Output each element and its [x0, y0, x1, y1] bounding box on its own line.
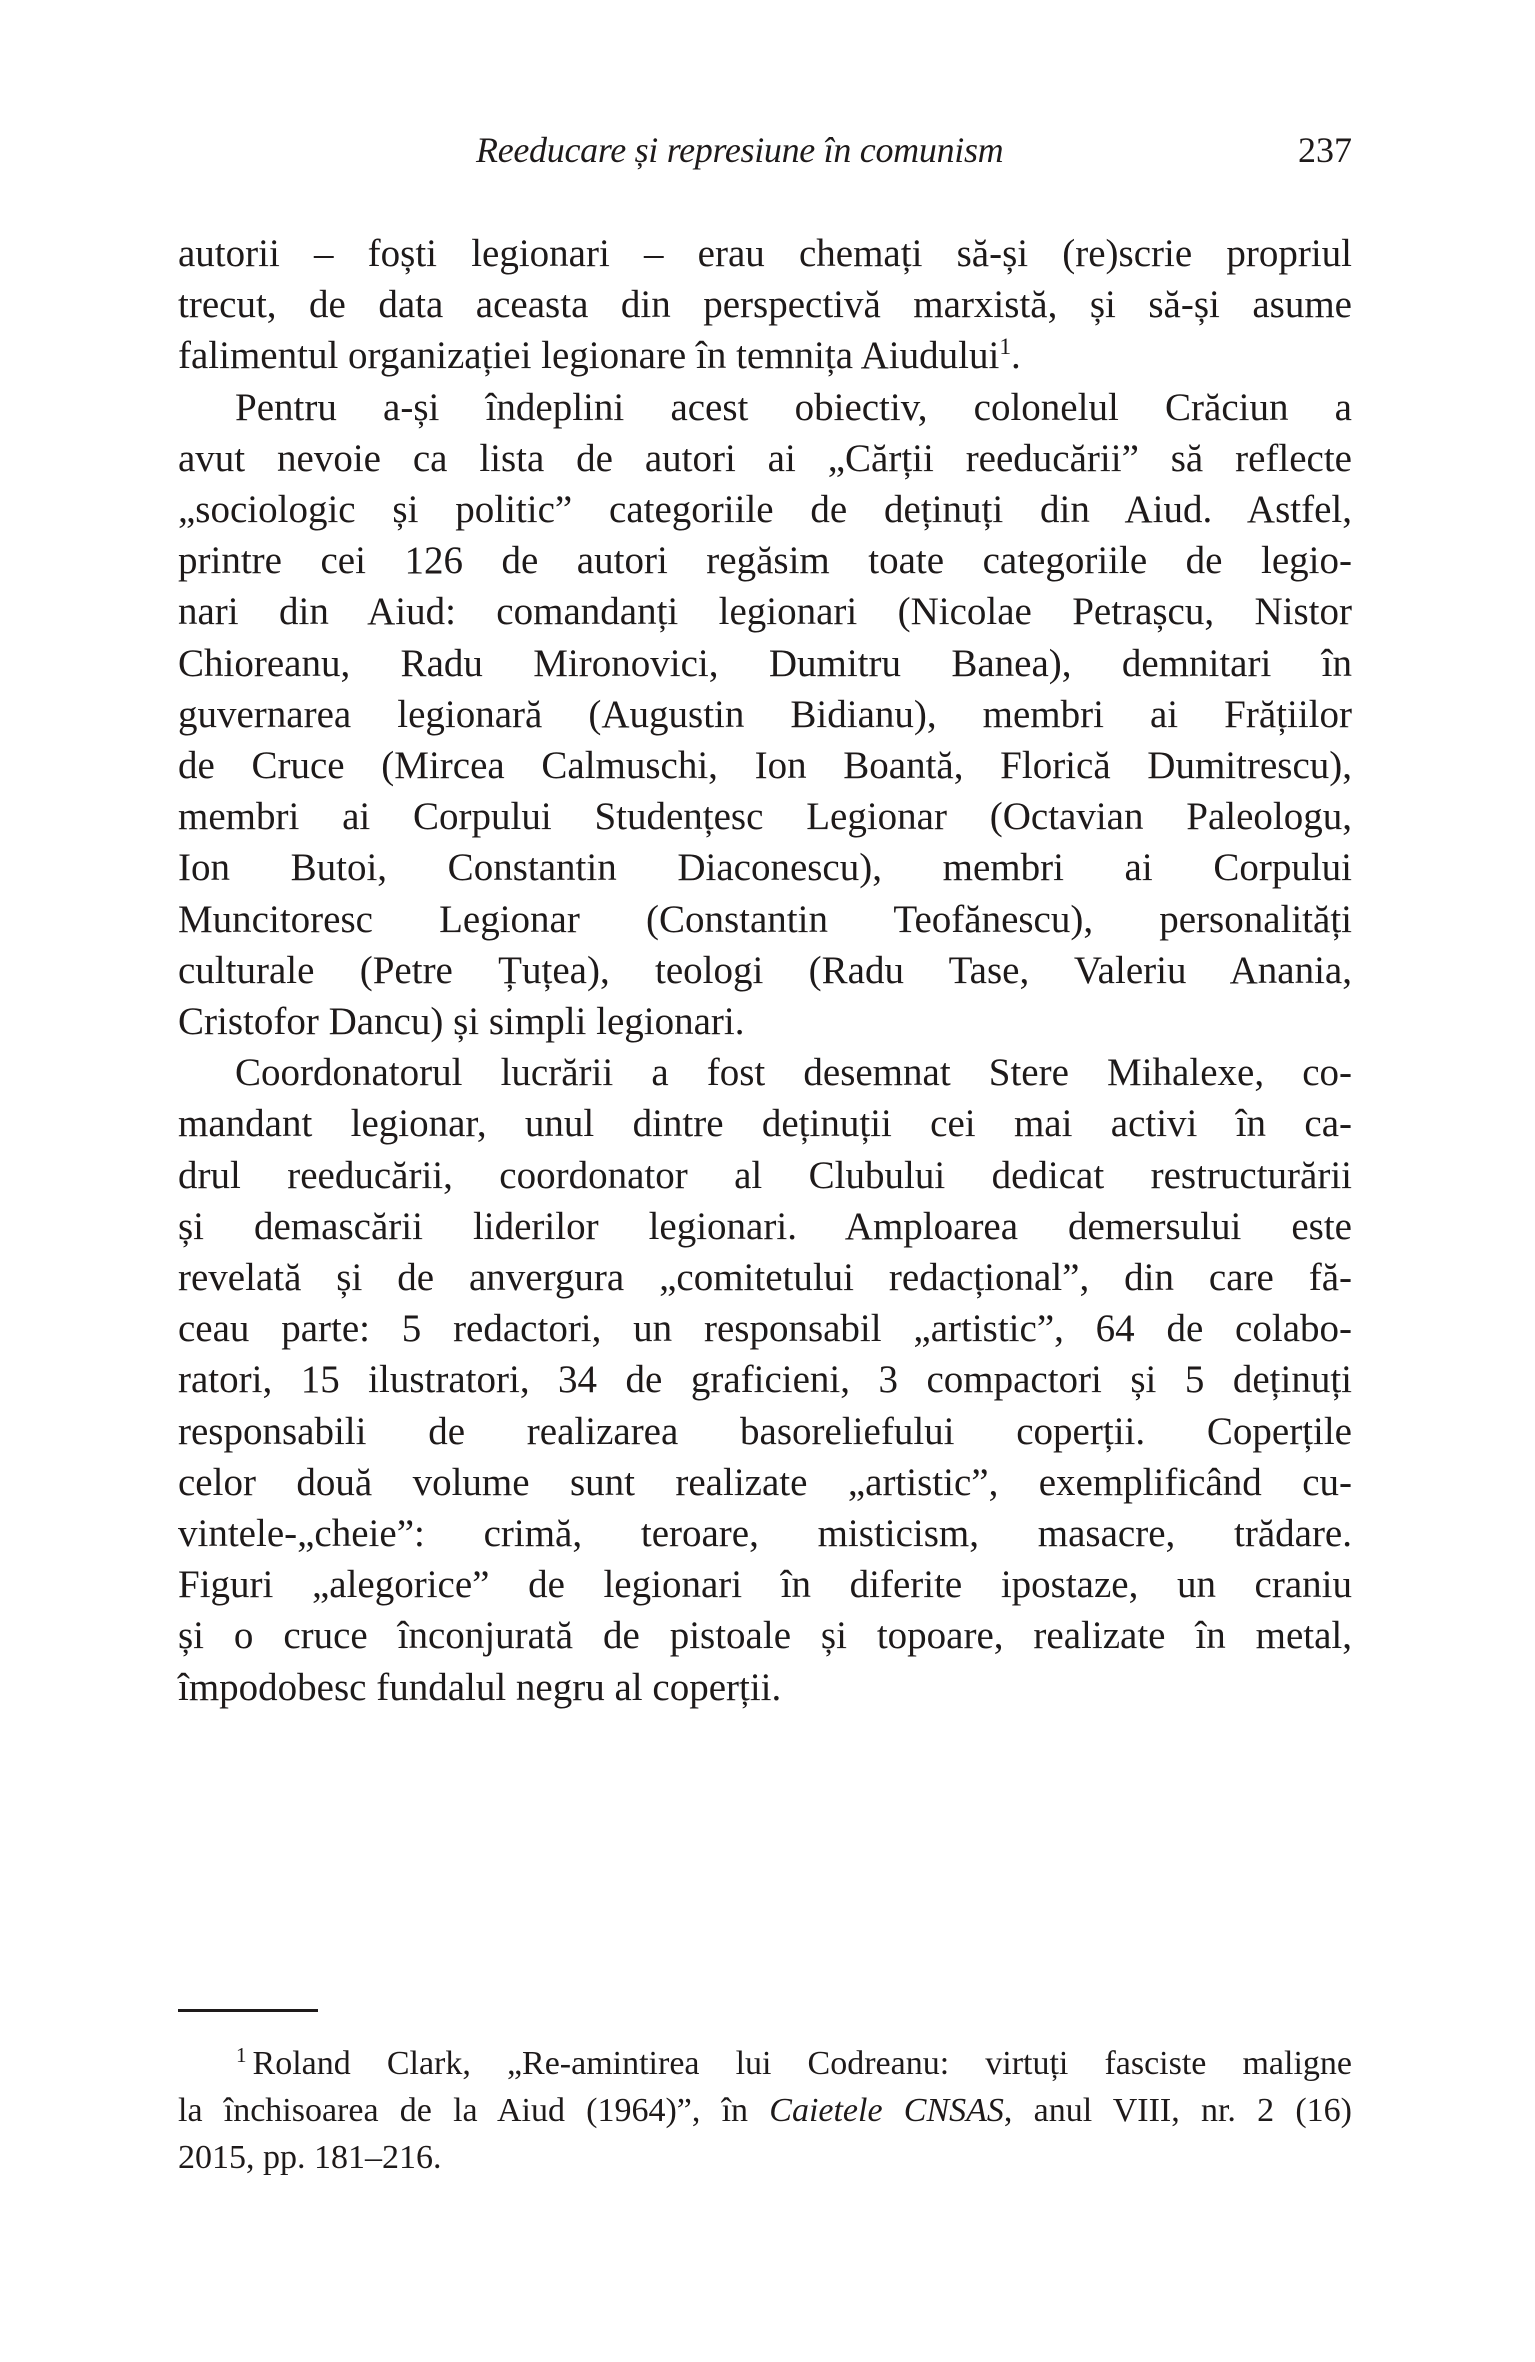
text-line: Ion Butoi, Constantin Diaconescu), membri ai Corpului — [178, 846, 1352, 890]
text-line: de Cruce (Mircea Calmuschi, Ion Boantă, Florică Dumitrescu), — [178, 744, 1352, 788]
text-line: drul reeducării, coordonator al Clubului dedicat restructurării — [178, 1153, 1352, 1197]
text-line: falimentul organizației legionare în temnița Aiudului$^1$. — [178, 334, 1021, 378]
text-line: printre cei 126 de autori regăsim toate categoriile de legio- — [178, 539, 1352, 583]
running-title: Reeducare și represiune în comunism — [476, 130, 1004, 170]
journal-title: Caietele CNSAS — [769, 2092, 1004, 2129]
footnote-line: la închisoarea de la Aiud (1964)”, în Caietele CNSAS, anul VIII, nr. 2 (16) — [178, 2092, 1352, 2129]
text-line: Figuri „alegorice” de legionari în diferite ipostaze, un craniu — [178, 1563, 1352, 1607]
footnote-line: $^1$ Roland Clark, „Re-amintirea lui Codreanu: virtuți fasciste maligne — [236, 2043, 1352, 2082]
text-line: culturale (Petre Țuțea), teologi (Radu Tase, Valeriu Anania, — [178, 948, 1352, 992]
text-line: responsabili de realizarea basoreliefului coperții. Coperțile — [178, 1409, 1352, 1453]
footnote-number: 1 — [236, 2043, 247, 2068]
text-line: nari din Aiud: comandanți legionari (Nicolae Petrașcu, Nistor — [178, 590, 1352, 634]
footnote-1 — [178, 2040, 1352, 2181]
text-line: Cristofor Dancu) și simpli legionari. — [178, 1000, 745, 1044]
text-line: guvernarea legionară (Augustin Bidianu), membri ai Frățiilor — [178, 692, 1352, 736]
text-line: „sociologic și politic” categoriile de deținuți din Aiud. Astfel, — [178, 488, 1352, 532]
text-line: trecut, de data aceasta din perspectivă marxistă, și să-și asume — [178, 283, 1352, 327]
text-line: mandant legionar, unul dintre deținuții cei mai activi în ca- — [178, 1102, 1352, 1146]
footnotes — [178, 2040, 1352, 2181]
text-line: Pentru a-și îndeplini acest obiectiv, colonelul Crăciun a — [235, 385, 1352, 429]
footnote-line: 2015, pp. 181–216. — [178, 2139, 442, 2176]
text-line: avut nevoie ca lista de autori ai „Cărții reeducării” să reflecte — [178, 436, 1352, 480]
text-line: Coordonatorul lucrării a fost desemnat Stere Mihalexe, co- — [235, 1051, 1352, 1095]
text-line: autorii – foști legionari – erau chemați să-și (re)scrie propriul — [178, 232, 1352, 275]
running-head — [178, 125, 1352, 175]
text-line: și o cruce înconjurată de pistoale și topoare, realizate în metal, — [178, 1614, 1352, 1658]
text-line: Muncitoresc Legionar (Constantin Teofănescu), personalități — [178, 897, 1352, 941]
text-line: revelată și de anvergura „comitetului redacțional”, din care fă- — [178, 1256, 1352, 1300]
text-line: și demascării liderilor legionari. Amploarea demersului este — [178, 1204, 1352, 1248]
text-line: ceau parte: 5 redactori, un responsabil „artistic”, 64 de colabo- — [178, 1307, 1352, 1351]
text-line: împodobesc fundalul negru al coperții. — [178, 1665, 782, 1709]
footnote-reference[interactable]: 1 — [999, 334, 1012, 361]
text-line: ratori, 15 ilustratori, 34 de graficieni, 3 compactori și 5 deținuți — [178, 1358, 1352, 1402]
footnote-divider — [178, 2009, 318, 2012]
text-line: membri ai Corpului Studențesc Legionar (Octavian Paleologu, — [178, 795, 1352, 839]
body-text — [178, 228, 1352, 1713]
paragraph-1 — [178, 228, 1352, 382]
text-line: Chioreanu, Radu Mironovici, Dumitru Banea), demnitari în — [178, 641, 1352, 685]
page-number: 237 — [1298, 130, 1352, 170]
paragraph-3 — [178, 1047, 1352, 1713]
paragraph-2 — [178, 382, 1352, 1048]
text-line: vintele-„cheie”: crimă, teroare, misticism, masacre, trădare. — [178, 1512, 1352, 1556]
text-line: celor două volume sunt realizate „artistic”, exemplificând cu- — [178, 1460, 1352, 1504]
